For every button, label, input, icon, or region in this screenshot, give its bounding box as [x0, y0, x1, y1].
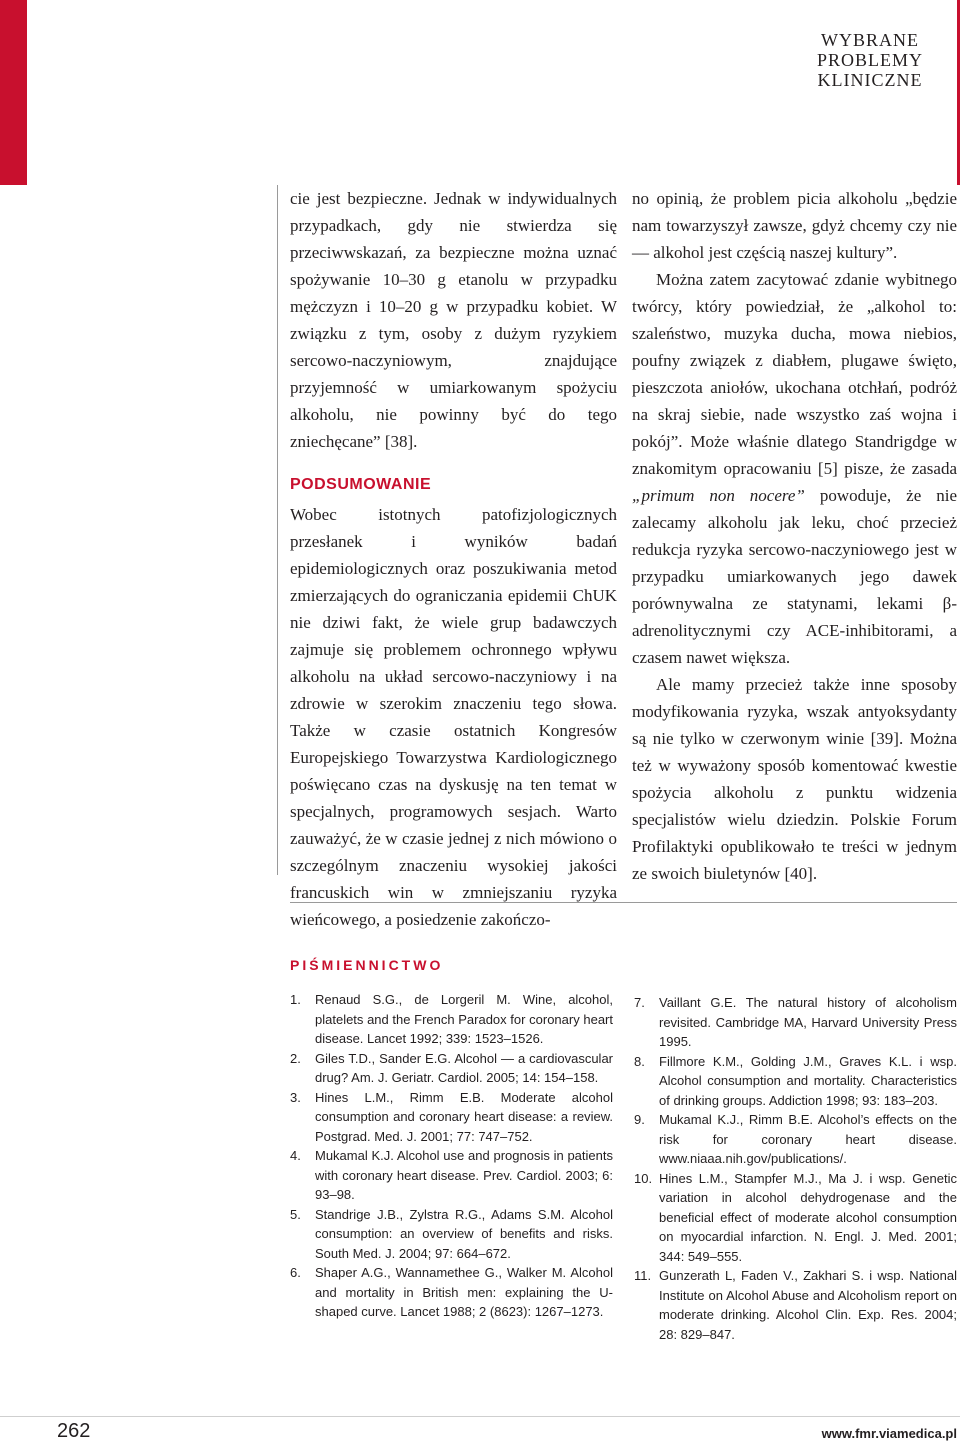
reference-text: Gunzerath L, Faden V., Zakhari S. i wsp. National Institute on Alcohol Abuse and Alcoholism report on moderate drinking. Alcohol Clin. Exp. Res. 2004; 28: 829–847.: [659, 1268, 957, 1342]
reference-item: [290, 990, 613, 1049]
reference-number: 3.: [290, 1089, 301, 1105]
reference-item: [290, 1205, 613, 1264]
references-left-list: [290, 990, 613, 1322]
reference-number: 11.: [634, 1268, 652, 1283]
column-divider: [277, 185, 278, 875]
reference-text: Vaillant G.E. The natural history of alcoholism revisited. Cambridge MA, Harvard University Press 1995.: [659, 995, 957, 1049]
reference-text: Shaper A.G., Wannamethee G., Walker M. Alcohol and mortality in British men: explaining the U-shaped curve. Lancet 1988; 2 (8623): 1267–1273.: [315, 1265, 613, 1319]
reference-text: Hines L.M., Stampfer M.J., Ma J. i wsp. Genetic variation in alcohol dehydrogenase and the beneficial effect of moderate alcohol consumption on myocardial infarction. N. Engl. J. Med. 2001; 344: 549–555.: [659, 1170, 957, 1264]
page-number: 262: [57, 1420, 91, 1442]
reference-text: Renaud S.G., de Lorgeril M. Wine, alcohol, platelets and the French Paradox for coronary heart disease. Lancet 1992; 339: 1523–1526.: [315, 992, 613, 1046]
reference-number: 9.: [634, 1112, 645, 1127]
quote-text-after: powoduje, że nie zalecamy alkoholu jak leku, choć przecież redukcja ryzyka sercowo-naczyniowego jest w przypadku umiarkowanych jego dawek porównywalna ze statynami, lekami β-adrenolitycznymi czy ACE-inhibitorami, a czasem nawet większa.: [632, 486, 957, 667]
reference-number: 7.: [634, 995, 645, 1010]
journal-url-link[interactable]: www.fmr.viamedica.pl: [821, 1426, 957, 1441]
reference-number: 6.: [290, 1265, 301, 1280]
reference-text: Fillmore K.M., Golding J.M., Graves K.L. i wsp. Alcohol consumption and mortality. Characteristics of drinking groups. Addiction 1998; 93: 183–203.: [659, 1053, 957, 1108]
reference-number: 2.: [290, 1050, 301, 1066]
reference-text: Hines L.M., Rimm E.B. Moderate alcohol consumption and coronary heart disease: a review. Postgrad. Med. J. 2001; 77: 747–752.: [315, 1089, 613, 1144]
section-tag: [780, 0, 960, 185]
intro-paragraph: cie jest bezpieczne. Jednak w indywidualnych przypadkach, gdy nie stwierdza się przeciwwskazań, za bezpieczne można uznać spożywanie 10–30 g etanolu w przypadku mężczyzn i 10–20 g w przypadku kobiet. W związku z tym, osoby z dużym ryzykiem sercowo-naczyniowym, znajdujące przyjemność w umiarkowanym spożyciu alkoholu, nie powinny być do tego zniechęcane” [38].: [290, 189, 617, 451]
reference-text: Giles T.D., Sander E.G. Alcohol — a cardiovascular drug? Am. J. Geriatr. Cardiol. 2005; 14: 154–158.: [315, 1050, 613, 1085]
reference-number: 4.: [290, 1148, 301, 1163]
quote-text-before: Można zatem zacytować zdanie wybitnego twórcy, który powiedział, że „alkohol to: szaleństwo, muzyka ducha, mowa niebios, poufny związek z diabłem, plugawe święto, pieszczota aniołów, ukochana otchłań, podróż na skraj siebie, nade wszystko zaś wojna i pokój”. Może właśnie dlatego Standrigdge w znakomitym opracowaniu [5] pisze, że zasada: [632, 270, 957, 478]
continuation-paragraph: no opinią, że problem picia alkoholu „będzie nam towarzyszył zawsze, gdyż chcemy czy nie — alkohol jest częścią naszej kultury”.: [632, 189, 957, 262]
reference-number: 10.: [634, 1170, 653, 1186]
section-tag-line: PROBLEMY: [816, 50, 923, 70]
section-tag-line: KLINICZNE: [817, 70, 923, 90]
right-text-column: [632, 185, 957, 887]
references-right-list: [634, 993, 957, 1344]
reference-item: [634, 1110, 957, 1169]
references-heading: PIŚMIENNICTWO: [290, 957, 444, 973]
summary-paragraph: Wobec istotnych patofizjologicznych przesłanek i wyników badań epidemiologicznych oraz poszukiwania metod zmierzających do ograniczania epidemii ChUK nie dziwi fakt, że wiele grup badawczych zajmuje się problemem ochronnego wpływu alkoholu na układ sercowo-naczyniowy i na zdrowie w szerokim znaczeniu tego słowa. Także w czasie ostatnich Kongresów Europejskiego Towarzystwa Kardiologicznego poświęcano czas na dyskusję na ten temat w specjalnych, programowych sesjach. Warto zauważyć, że w czasie jednej z nich mówiono o szczególnym znaczeniu wysokiej jakości francuskich win w zmniejszaniu ryzyka wieńcowego, a posiedzenie zakończo-: [290, 505, 617, 929]
reference-number: 1.: [290, 992, 301, 1007]
final-paragraph: Ale mamy przecież także inne sposoby modyfikowania ryzyka, wszak antyoksydanty są nie tylko w czerwonym winie [39]. Można też w wyważony sposób komentować kwestie spożycia alkoholu z punktu widzenia specjalistów wielu dziedzin. Polskie Forum Profilaktyki opublikowało te treści w jednym ze swoich biuletynów [40].: [632, 675, 957, 883]
section-divider: [290, 902, 957, 903]
reference-text: Standrige J.B., Zylstra R.G., Adams S.M. Alcohol consumption: an overview of benefits and risks. South Med. J. 2004; 97: 664–672.: [315, 1206, 613, 1261]
quote-italic-phrase: „primum non nocere”: [632, 486, 805, 505]
reference-item: [634, 993, 957, 1052]
reference-item: [290, 1263, 613, 1322]
left-accent-bar: [0, 0, 27, 185]
reference-item: [634, 1169, 957, 1267]
reference-item: [290, 1049, 613, 1088]
reference-number: 8.: [634, 1053, 645, 1069]
reference-item: [290, 1146, 613, 1205]
reference-item: [290, 1088, 613, 1147]
reference-item: [634, 1052, 957, 1111]
section-tag-line: WYBRANE: [821, 30, 919, 50]
quote-paragraph: [632, 266, 957, 671]
reference-item: [634, 1266, 957, 1344]
reference-text: Mukamal K.J. Alcohol use and prognosis in patients with coronary heart disease. Prev. Cardiol. 2003; 6: 93–98.: [315, 1148, 613, 1202]
reference-text: Mukamal K.J., Rimm B.E. Alcohol’s effects on the risk for coronary heart disease. www.niaaa.nih.gov/publications/.: [659, 1112, 957, 1166]
footer-rule: [0, 1416, 960, 1417]
reference-number: 5.: [290, 1206, 301, 1222]
left-text-column: [290, 185, 617, 933]
summary-heading: PODSUMOWANIE: [290, 476, 432, 493]
